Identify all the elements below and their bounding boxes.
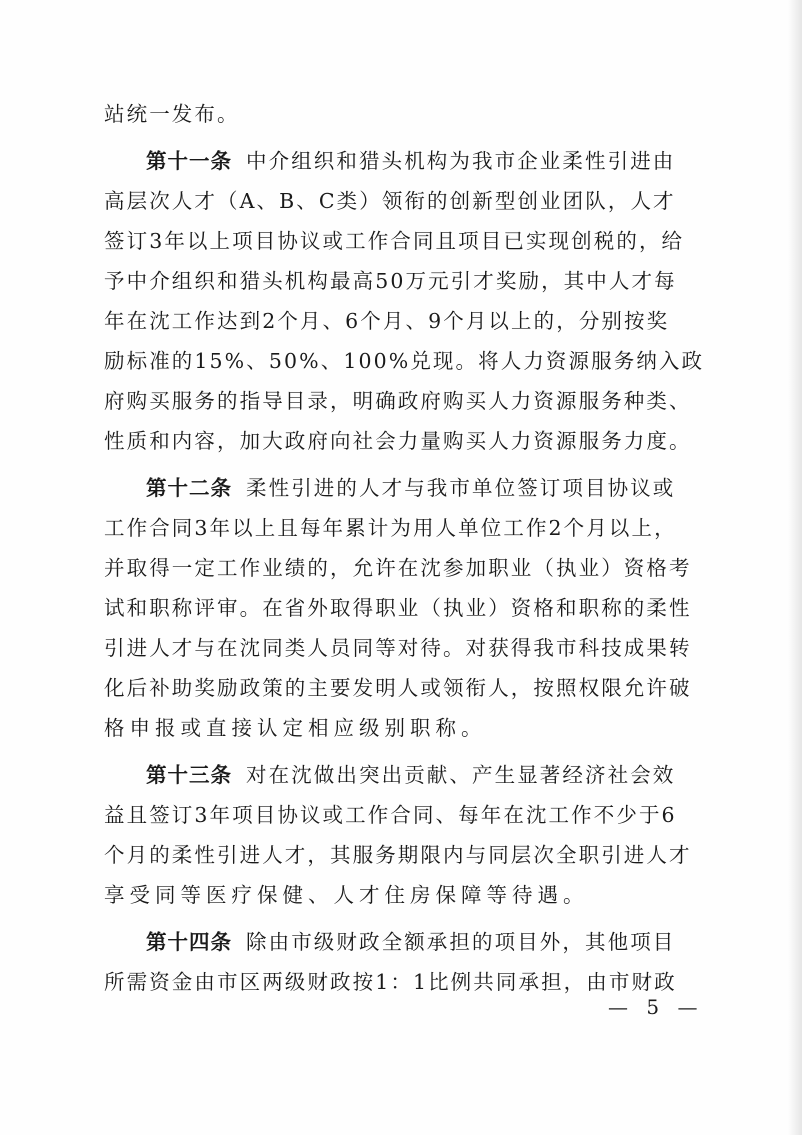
text-line: 工作合同3年以上且每年累计为用人单位工作2个月以上， xyxy=(104,516,677,540)
text-line: 签订3年以上项目协议或工作合同且项目已实现创税的，给 xyxy=(104,229,685,253)
text-line: 所需资金由市区两级财政按1：1比例共同承担，由市财政 xyxy=(104,970,677,994)
article-13-heading: 第十三条 xyxy=(146,763,232,787)
text-line: 个月的柔性引进人才，其服务期限内与同层次全职引进人才 xyxy=(104,843,692,867)
text-line: 高层次人才（A、B、C类）领衔的创新型创业团队，人才 xyxy=(104,189,676,213)
text-line: 年在沈工作达到2个月、6个月、9个月以上的，分别按奖 xyxy=(104,309,670,333)
text-line: 予中介组织和猎头机构最高50万元引才奖励，其中人才每 xyxy=(104,269,677,293)
document-body xyxy=(104,94,710,1002)
text-line: 试和职称评审。在省外取得职业（执业）资格和职称的柔性 xyxy=(104,596,692,620)
text-line: 除由市级财政全额承担的项目外，其他项目 xyxy=(246,930,676,954)
article-11-heading: 第十一条 xyxy=(146,149,232,173)
text-line: 化后补助奖励政策的主要发明人或领衔人，按照权限允许破 xyxy=(104,676,692,700)
text-line: 柔性引进的人才与我市单位签订项目协议或 xyxy=(246,476,676,500)
text-line: 引进人才与在沈同类人员同等对待。对获得我市科技成果转 xyxy=(104,636,692,660)
article-14-heading: 第十四条 xyxy=(146,930,232,954)
text-line: 励标准的15%、50%、100%兑现。将人力资源服务纳入政 xyxy=(104,349,705,373)
article-12-first-line xyxy=(104,468,710,508)
text-line: 益且签订3年项目协议或工作合同、每年在沈工作不少于6 xyxy=(104,803,677,827)
text-line: 站统一发布。 xyxy=(104,102,240,126)
article-12-heading: 第十二条 xyxy=(146,476,232,500)
text-line: 性质和内容，加大政府向社会力量购买人力资源服务力度。 xyxy=(104,429,692,453)
text-line: 并取得一定工作业绩的，允许在沈参加职业（执业）资格考 xyxy=(104,556,692,580)
page-edge-shadow xyxy=(788,0,802,1135)
text-line: 中介组织和猎头机构为我市企业柔性引进由 xyxy=(246,149,676,173)
article-11-first-line xyxy=(104,141,710,181)
article-14-first-line xyxy=(104,922,710,962)
text-line: 府购买服务的指导目录，明确政府购买人力资源服务种类、 xyxy=(104,389,692,413)
text-line: 格申报或直接认定相应级别职称。 xyxy=(104,716,487,740)
page-number: — 5 — xyxy=(608,995,704,1019)
text-line: 对在沈做出突出贡献、产生显著经济社会效 xyxy=(246,763,676,787)
article-13-first-line xyxy=(104,755,710,795)
text-line: 享受同等医疗保健、人才住房保障等待遇。 xyxy=(104,883,589,907)
